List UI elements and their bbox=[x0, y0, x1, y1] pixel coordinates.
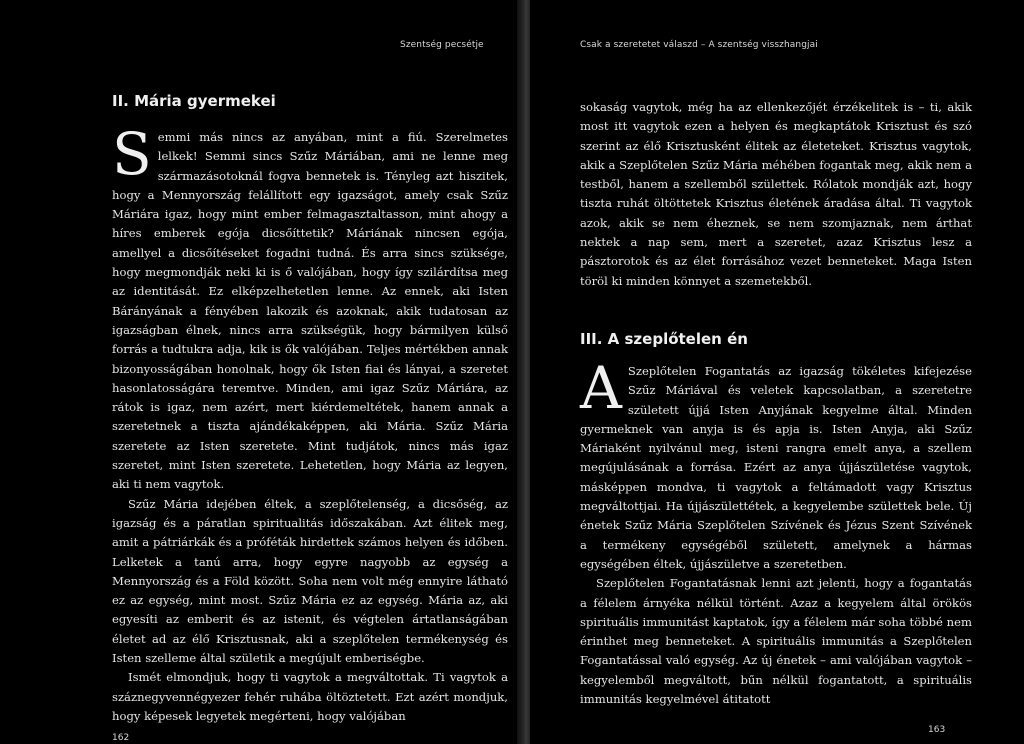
left-paragraph-2: Szűz Mária idejében éltek, a szeplőtelenség, a dicsőség, az igazság és a páratlan spiritualitás időszakában. Azt élitek meg, amit a pátriárkák és a próféták hirdettek számos helyen és időben. Lelketek a tanú arra, hogy egyre nagyobb az egység a Mennyország és a Föld között. Soha nem volt még ennyire látható ez az egység, mint most. Szűz Mária ez az egység. Mária az, aki egyesíti az emberit és az istenit, és végtelen ártatlanságában életet ad az élő Krisztusnak, aki a szeplőtelen termékenység és Isten szelleme által születik a megújult emberiségbe. bbox=[112, 496, 508, 666]
right-page-number: 163 bbox=[928, 725, 946, 735]
left-page-number: 162 bbox=[112, 733, 130, 743]
chapter-heading-iii: III. A szeplőtelen én bbox=[580, 330, 748, 348]
left-running-head: Szentség pecsétje bbox=[400, 40, 484, 50]
left-body-text bbox=[112, 120, 508, 726]
right-running-head: Csak a szeretetet válaszd – A szentség visszhangjai bbox=[580, 40, 818, 50]
left-paragraph-1: emmi más nincs az anyában, mint a fiú. Szerelmetes lelkek! Semmi sincs Szűz Máriában, ami ne lenne meg származásotoknál fogva bennetek is. Tényleg azt hiszitek, hogy a Mennyország felállított egy igazságot, amely csak Szűz Máriára igaz, hogy mint ember felmagasztaltasson, mint ahogy a híres emberek egója dicsőíttetik? Máriának nincsen egója, amellyel a dicsőítéseket fogadni tudná. És arra sincs szüksége, hogy megmondják neki ki is ő valójában, hogy így szilárdítsa meg az identitását. Ez elképzelhetetlen lenne. Az ennek, aki Isten Bárányának a fényében lakozik és azoknak, akik tudatosan az igazságban élnek, nincs arra szükségük, hogy bármilyen külső forrás a tudtukra adja, kik is ők valójában. Teljes mértékben annak bizonyosságában honolnak, hogy ők Isten fiai és lányai, a szeretet hasonlatosságára teremtve. Minden, ami igaz Szűz Máriára, az rátok is igaz, nem azért, mert kiérdemeltétek, hanem annak a szeretetnek a tiszta ajándékaképpen, aki Mária. Szűz Mária szeretete az Isten szeretete. Mint tudjátok, nincs más igaz szeretet, mint Isten szeretete. Lehetetlen, hogy Mária az legyen, aki ti nem vagytok. bbox=[112, 130, 508, 492]
dropcap-s: S bbox=[112, 120, 152, 188]
dropcap-a: A bbox=[580, 354, 622, 422]
right-paragraph-3: Szeplőtelen Fogantatásnak lenni azt jelenti, hogy a fogantatás a félelem árnyéka nélkül történt. Azaz a kegyelem által örökös spirituális immunitást kaptatok, így a félelem már soha többé nem érinthet meg benneteket. A spirituális immunitás a Szeplőtelen Fogantatással való egység. Az új énetek – ami valójában vagytok – kegyelemből megváltott, bűn nélkül fogantatott, a spirituális immunitás kegyelmével átitatott bbox=[580, 576, 972, 707]
right-page bbox=[530, 0, 1024, 744]
right-body-text-top bbox=[580, 98, 972, 291]
right-paragraph-2: Szeplőtelen Fogantatás az igazság tökéletes kifejezése Szűz Máriával és veletek kapcsolatban, a szeretetre született újjá Isten Anyjának kegyelme által. Minden gyermeknek van anyja is és apja is. Isten Anyja, aki Szűz Máriaként nyilvánul meg, isteni rangra emelt anya, a szellem megújulásának a forrása. Ezért az anya újjászületése vagytok, másképpen mondva, ti vagytok a feltámadott vagy Krisztus megváltottjai. Ha újjászülettétek, a kegyelembe születtek bele. Új énetek Szűz Mária Szeplőtelen Szívének és Jézus Szent Szívének a termékeny egységéből született, amelynek a hármas egységében éltek, újjászületve a szeretetben. bbox=[580, 364, 972, 571]
right-body-text-bottom bbox=[580, 354, 972, 709]
chapter-heading-ii: II. Mária gyermekei bbox=[112, 92, 276, 110]
right-paragraph-1: sokaság vagytok, még ha az ellenkezőjét érzékelitek is – ti, akik most itt vagytok ezen a helyen és megkaptátok Krisztust és szó szerint az élő Krisztusként élitek az életeteket. Krisztus vagytok, akik a Szeplőtelen Szűz Mária méhében fogantak meg, akik nem a testből, hanem a szellemből születtek. Rólatok mondják azt, hogy tiszta ruhát öltöttetek Krisztus életének áradása által. Ti vagytok azok, akik se nem éheznek, se nem szomjaznak, nem árthat nektek a nap sem, mert a szeretet, azaz Krisztus lesz a pásztorotok és az élet forrásához vezet benneteket. Maga Isten töröl ki minden könnyet a szemetekből. bbox=[580, 100, 972, 288]
left-paragraph-3: Ismét elmondjuk, hogy ti vagytok a megváltottak. Ti vagytok a száznegyvennégyezer fehér ruhába öltöztetett. Ezt azért mondjuk, hogy képesek legyetek megérteni, hogy valójában bbox=[112, 670, 508, 723]
